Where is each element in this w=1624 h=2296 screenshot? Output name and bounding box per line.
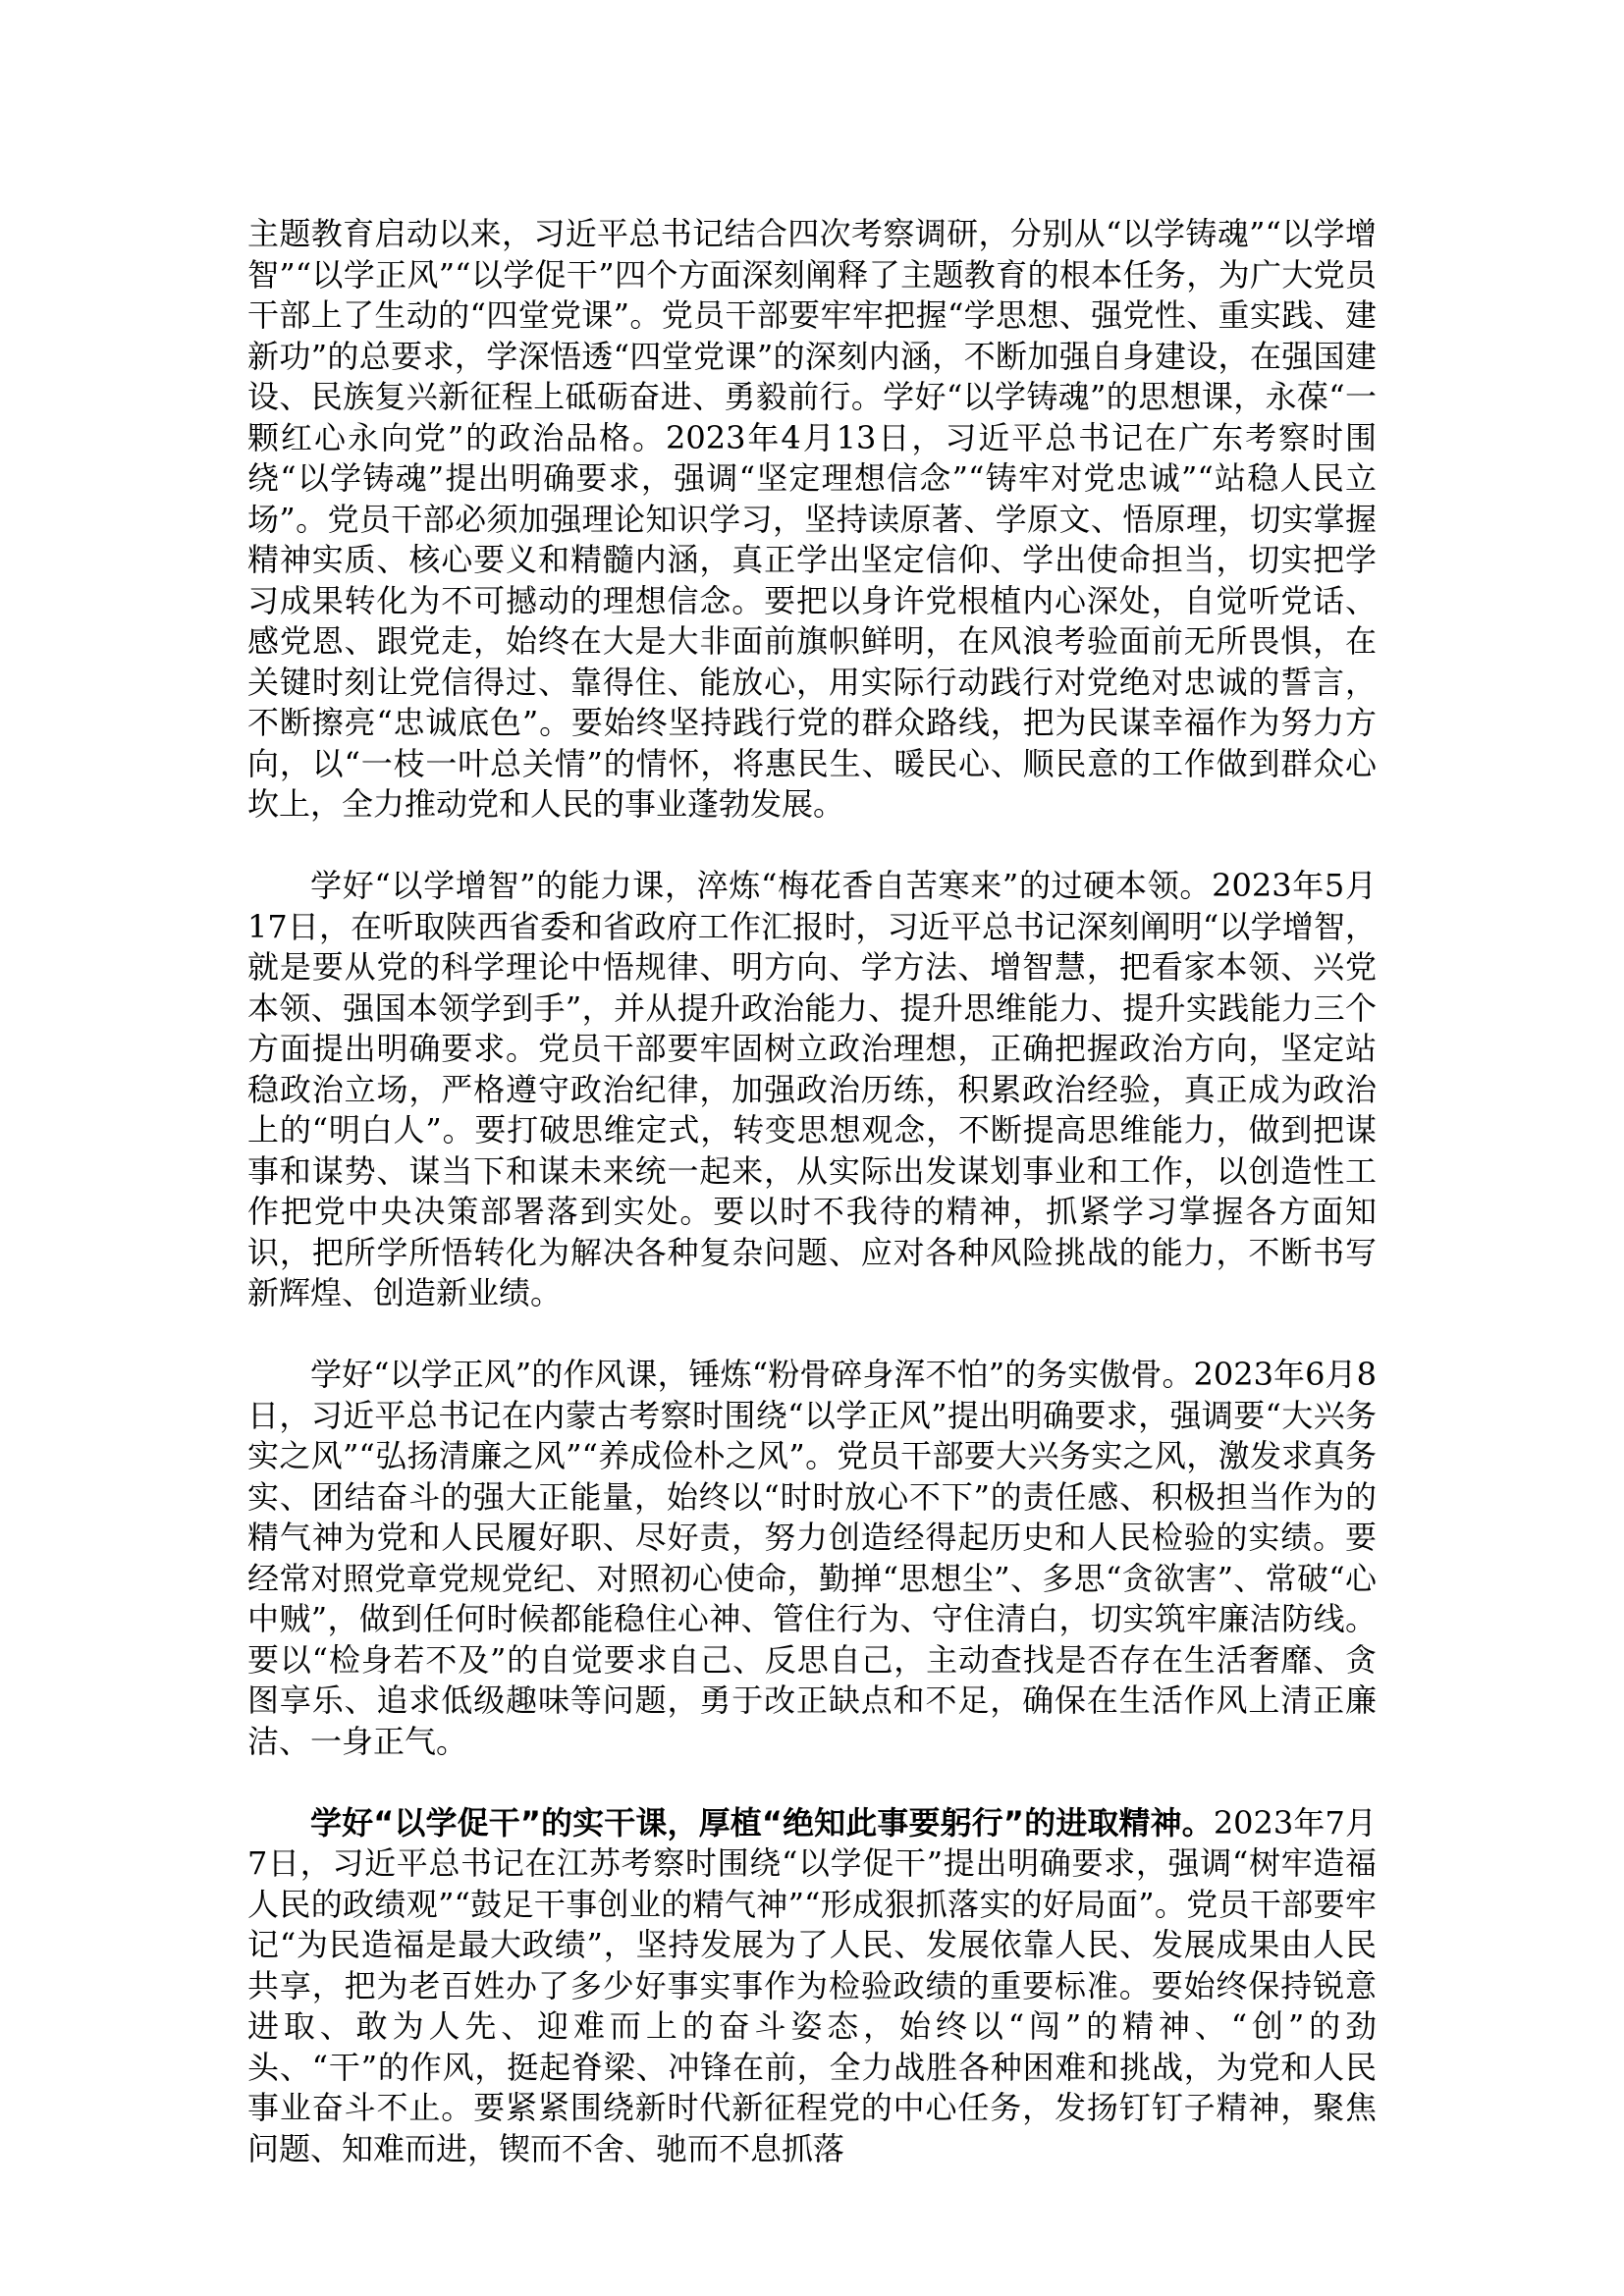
paragraph-body: 2023年7月7日，习近平总书记在江苏考察时围绕“以学促干”提出明确要求，强调“树牢造福人民的政绩观”“鼓足干事创业的精气神”“形成狠抓落实的好局面”。党员干部要牢记“为民造福是最大政绩”，坚持发展为了人民、发展依靠人民、发展成果由人民共享，把为老百姓办了多少好事实事作为检验政绩的重要标准。要始终保持锐意进取、敢为人先、迎难而上的奋斗姿态，始终以“闯”的精神、“创”的劲头、“干”的作风，挺起脊梁、冲锋在前，全力战胜各种困难和挑战，为党和人民事业奋斗不止。要紧紧围绕新时代新征程党的中心任务，发扬钉钉子精神，聚焦问题、知难而进，锲而不舍、驰而不息抓落	[247, 1803, 1377, 2167]
paragraph-yixue-cugan	[247, 1803, 1377, 2170]
paragraph-intro: 主题教育启动以来，习近平总书记结合四次考察调研，分别从“以学铸魂”“以学增智”“以学正风”“以学促干”四个方面深刻阐释了主题教育的根本任务，为广大党员干部上了生动的“四堂党课”。党员干部要牢牢把握“学思想、强党性、重实践、建新功”的总要求，学深悟透“四堂党课”的深刻内涵，不断加强自身建设，在强国建设、民族复兴新征程上砥砺奋进、勇毅前行。学好“以学铸魂”的思想课，永葆“一颗红心永向党”的政治品格。2023年4月13日，习近平总书记在广东考察时围绕“以学铸魂”提出明确要求，强调“坚定理想信念”“铸牢对党忠诚”“站稳人民立场”。党员干部必须加强理论知识学习，坚持读原著、学原文、悟原理，切实掌握精神实质、核心要义和精髓内涵，真正学出坚定信仰、学出使命担当，切实把学习成果转化为不可撼动的理想信念。要把以身许党根植内心深处，自觉听党话、感党恩、跟党走，始终在大是大非面前旗帜鲜明，在风浪考验面前无所畏惧，在关键时刻让党信得过、靠得住、能放心，用实际行动践行对党绝对忠诚的誓言，不断擦亮“忠诚底色”。要始终坚持践行党的群众路线，把为民谋幸福作为努力方向，以“一枝一叶总关情”的情怀，将惠民生、暖民心、顺民意的工作做到群众心坎上，全力推动党和人民的事业蓬勃发展。	[247, 215, 1377, 823]
paragraph-lead-heading: 学好“以学促干”的实干课，厚植“绝知此事要躬行”的进取精神。	[310, 1803, 1214, 1842]
paragraph-yixue-zhengfeng: 学好“以学正风”的作风课，锤炼“粉骨碎身浑不怕”的务实傲骨。2023年6月8日，习近平总书记在内蒙古考察时围绕“以学正风”提出明确要求，强调要“大兴务实之风”“弘扬清廉之风”“养成俭朴之风”。党员干部要大兴务实之风，激发求真务实、团结奋斗的强大正能量，始终以“时时放心不下”的责任感、积极担当作为的精气神为党和人民履好职、尽好责，努力创造经得起历史和人民检验的实绩。要经常对照党章党规党纪、对照初心使命，勤掸“思想尘”、多思“贪欲害”、常破“心中贼”，做到任何时候都能稳住心神、管住行为、守住清白，切实筑牢廉洁防线。要以“检身若不及”的自觉要求自己、反思自己，主动查找是否存在生活奢靡、贪图享乐、追求低级趣味等问题，勇于改正缺点和不足，确保在生活作风上清正廉洁、一身正气。	[247, 1356, 1377, 1760]
document-page	[247, 214, 1377, 2169]
paragraph-yixue-zengzhi: 学好“以学增智”的能力课，淬炼“梅花香自苦寒来”的过硬本领。2023年5月17日，在听取陕西省委和省政府工作汇报时，习近平总书记深刻阐明“以学增智，就是要从党的科学理论中悟规律、明方向、学方法、增智慧，把看家本领、兴党本领、强国本领学到手”，并从提升政治能力、提升思维能力、提升实践能力三个方面提出明确要求。党员干部要牢固树立政治理想，正确把握政治方向，坚定站稳政治立场，严格遵守政治纪律，加强政治历练，积累政治经验，真正成为政治上的“明白人”。要打破思维定式，转变思想观念，不断提高思维能力，做到把谋事和谋势、谋当下和谋未来统一起来，从实际出发谋划事业和工作，以创造性工作把党中央决策部署落到实处。要以时不我待的精神，抓紧学习掌握各方面知识，把所学所悟转化为解决各种复杂问题、应对各种风险挑战的能力，不断书写新辉煌、创造新业绩。	[247, 867, 1377, 1311]
